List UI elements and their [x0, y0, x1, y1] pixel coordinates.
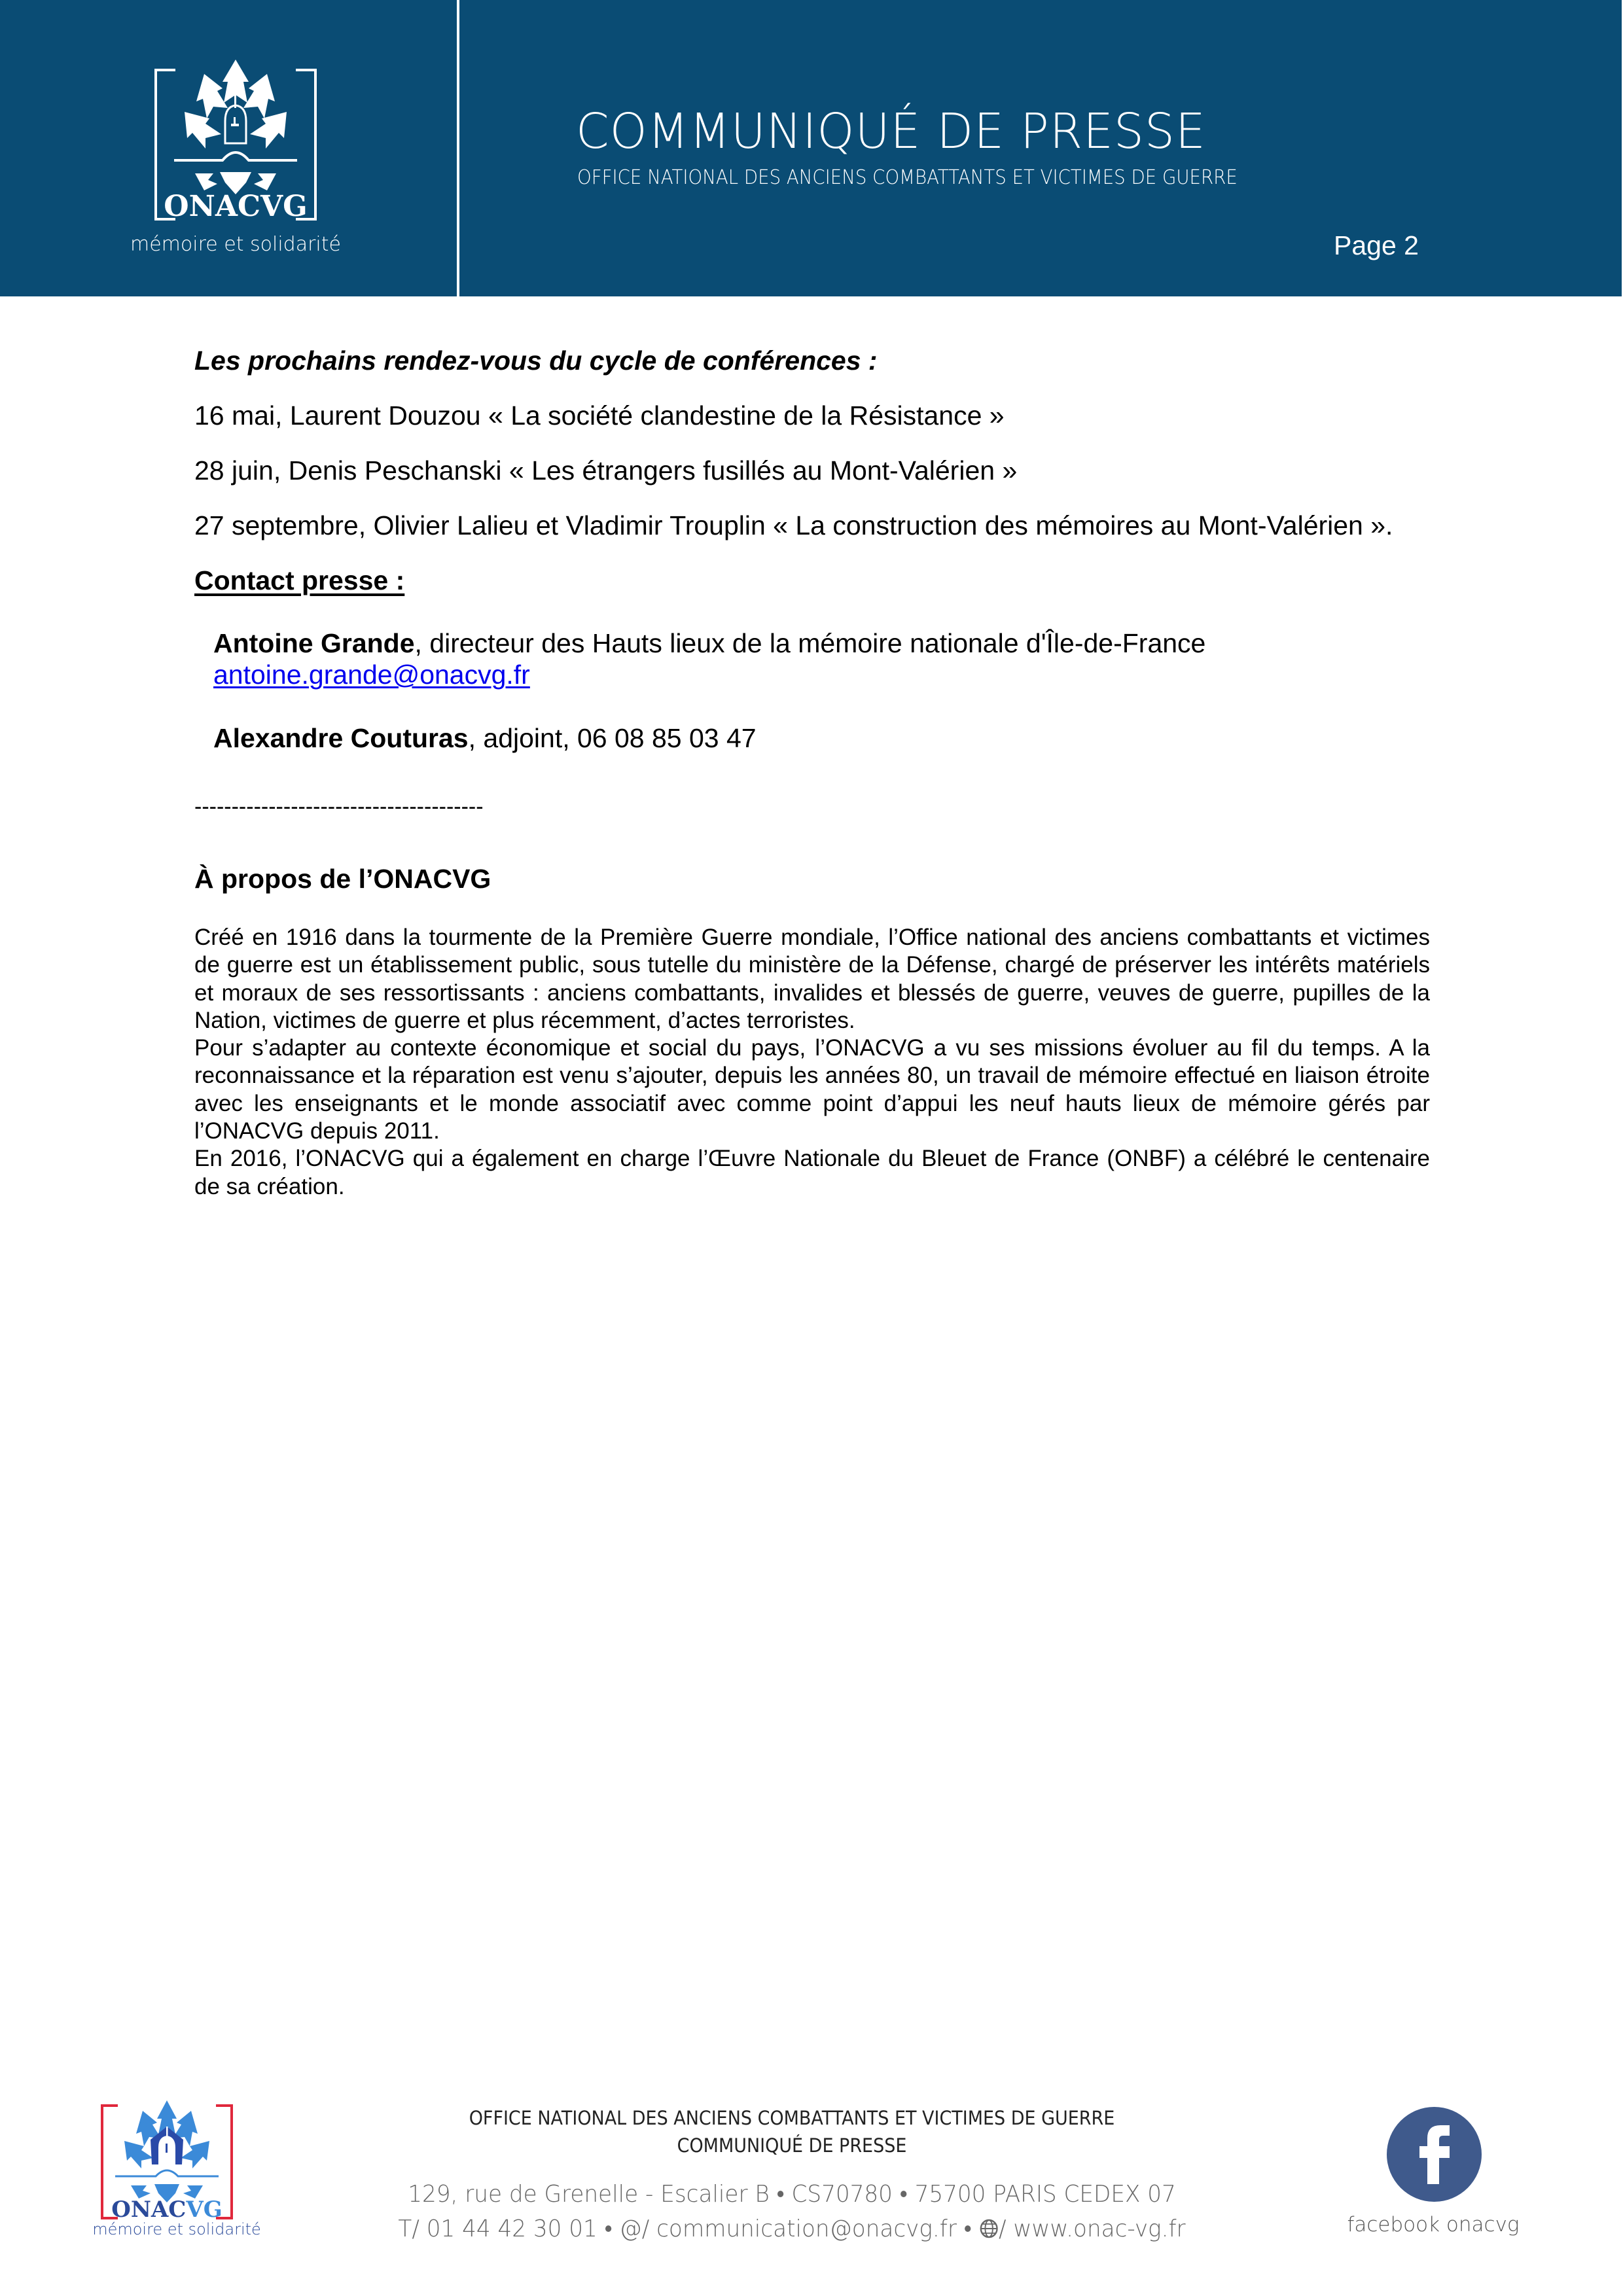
- about-paragraph: En 2016, l’ONACVG qui a également en charge l’Œuvre Nationale du Bleuet de France (ONBF) a célébré le centenaire de sa création.: [194, 1146, 1430, 1199]
- cornflower-emblem-icon: [151, 56, 321, 226]
- contact-person-2: [213, 723, 1449, 754]
- footer-website: / www.onac-vg.fr: [998, 2216, 1186, 2242]
- header-banner: [0, 0, 1622, 296]
- onacvg-logo: [151, 56, 321, 226]
- footer-document-type: COMMUNIQUÉ DE PRESSE: [677, 2134, 907, 2157]
- contact-name: Antoine Grande: [213, 628, 415, 658]
- globe-icon: [979, 2218, 999, 2245]
- contact-role: , adjoint, 06 08 85 03 47: [468, 723, 757, 753]
- conference-item: 28 juin, Denis Peschanski « Les étrangers fusillés au Mont-Valérien »: [194, 455, 1018, 486]
- footer-logo-text-light: VG: [186, 2197, 223, 2223]
- footer-logo-text-dark: ONAC: [111, 2197, 187, 2223]
- footer-organization: OFFICE NATIONAL DES ANCIENS COMBATTANTS ET VICTIMES DE GUERRE: [469, 2107, 1115, 2129]
- svg-text:ONACVG: [111, 2197, 223, 2223]
- contact-heading: Contact presse :: [194, 565, 405, 595]
- about-paragraph: Créé en 1916 dans la tourmente de la Première Guerre mondiale, l’Office national des anciens combattants et victimes de guerre est un établissement public, sous tutelle du ministère de la Défense, chargé de préserver les intérêts matériels et moraux de ses ressortissants : anciens combattants, invalides et blessés de guerre, veuves de guerre, pupilles de la Nation, victimes de guerre et plus récemment, d’actes terroristes.: [194, 925, 1430, 1033]
- footer-logo: [98, 2100, 236, 2225]
- footer-phone-email: T/ 01 44 42 30 01 • @/ communication@onacvg.fr •: [398, 2216, 979, 2242]
- contact-person-1: [213, 628, 1449, 659]
- about-paragraph: Pour s’adapter au contexte économique et social du pays, l’ONACVG a vu ses missions évoluer au fil du temps. A la reconnaissance et la réparation est venu s’ajouter, depuis les années 80, un travail de mémoire effectué en liaison étroite avec les enseignants et le monde associatif avec comme point d’appui les neuf hauts lieux de mémoire gérés par l’ONACVG depuis 2011.: [194, 1035, 1430, 1144]
- facebook-icon[interactable]: [1387, 2107, 1482, 2202]
- logo-tagline: mémoire et solidarité: [130, 233, 341, 256]
- logo-wordmark: ONACVG: [164, 190, 308, 223]
- footer-address: 129, rue de Grenelle - Escalier B • CS70780 • 75700 PARIS CEDEX 07: [408, 2181, 1176, 2208]
- footer-contact-line: [388, 2215, 1196, 2245]
- page-number: Page 2: [1334, 230, 1419, 260]
- contact-email-link[interactable]: antoine.grande@onacvg.fr: [213, 660, 530, 690]
- about-body: [194, 924, 1430, 1201]
- conferences-heading: Les prochains rendez-vous du cycle de conférences :: [194, 345, 878, 376]
- section-separator: ---------------------------------------: [194, 794, 484, 819]
- cornflower-emblem-icon: [98, 2100, 236, 2225]
- conference-item: 16 mai, Laurent Douzou « La société clandestine de la Résistance »: [194, 400, 1005, 431]
- about-heading: À propos de l’ONACVG: [194, 864, 491, 894]
- contact-name: Alexandre Couturas: [213, 723, 469, 753]
- contact-role: , directeur des Hauts lieux de la mémoire nationale d'Île-de-France: [414, 628, 1206, 658]
- document-subtitle: OFFICE NATIONAL DES ANCIENS COMBATTANTS ET VICTIMES DE GUERRE: [577, 166, 1238, 189]
- facebook-label[interactable]: facebook onacvg: [1347, 2213, 1520, 2236]
- document-title: COMMUNIQUÉ DE PRESSE: [576, 103, 1206, 160]
- conference-item: 27 septembre, Olivier Lalieu et Vladimir Trouplin « La construction des mémoires au Mont-Valérien ».: [194, 510, 1393, 540]
- contact-email-row: [213, 660, 1449, 690]
- footer-logo-tagline: mémoire et solidarité: [92, 2220, 261, 2238]
- header-divider: [457, 0, 459, 296]
